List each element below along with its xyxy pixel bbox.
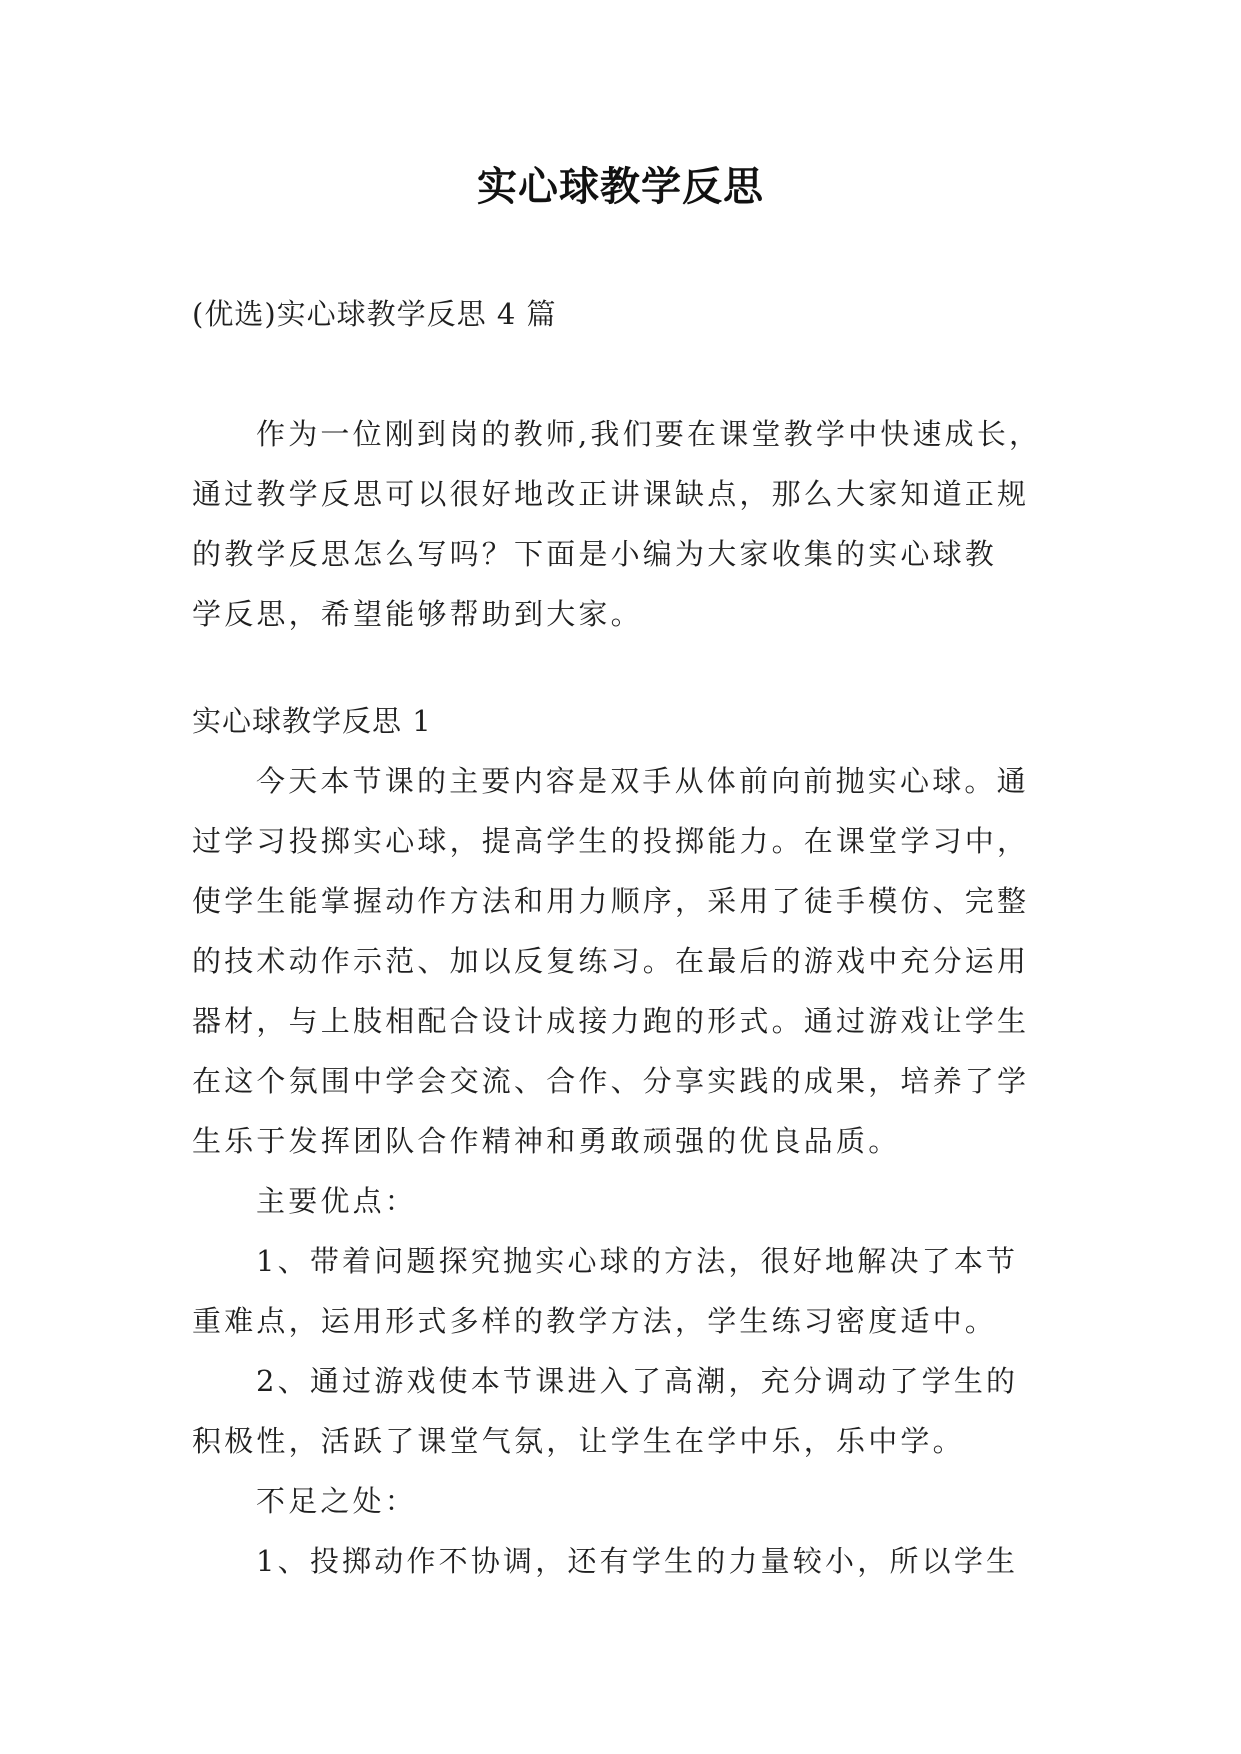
advantage-item-line: 2、通过游戏使本节课进入了高潮，充分调动了学生的 — [256, 1364, 1019, 1398]
intro-line: 通过教学反思可以很好地改正讲课缺点，那么大家知道正规 — [192, 477, 1030, 511]
body-line: 今天本节课的主要内容是双手从体前向前抛实心球。通 — [256, 764, 1029, 798]
intro-line: 作为一位刚到岗的教师,我们要在课堂教学中快速成长， — [256, 417, 1042, 451]
intro-paragraph — [192, 404, 1052, 644]
intro-line: 的教学反思怎么写吗？下面是小编为大家收集的实心球教 — [192, 537, 998, 571]
section-1 — [192, 691, 1052, 1591]
body-line: 生乐于发挥团队合作精神和勇敢顽强的优良品质。 — [192, 1124, 901, 1158]
shortcomings-heading: 不足之处： — [256, 1484, 418, 1518]
document-subtitle: (优选)实心球教学反思 4 篇 — [192, 297, 557, 331]
section-heading: 实心球教学反思 1 — [192, 704, 432, 738]
advantages-heading: 主要优点： — [256, 1184, 418, 1218]
body-line: 使学生能掌握动作方法和用力顺序，采用了徒手模仿、完整 — [192, 884, 1030, 918]
advantage-item-line: 1、带着问题探究抛实心球的方法，很好地解决了本节 — [256, 1244, 1019, 1278]
intro-line: 学反思，希望能够帮助到大家。 — [192, 597, 643, 631]
advantage-item-line: 积极性，活跃了课堂气氛，让学生在学中乐，乐中学。 — [192, 1424, 965, 1458]
body-line: 在这个氛围中学会交流、合作、分享实践的成果，培养了学 — [192, 1064, 1030, 1098]
body-line: 过学习投掷实心球，提高学生的投掷能力。在课堂学习中， — [192, 824, 1030, 858]
advantage-item-line: 重难点，运用形式多样的教学方法，学生练习密度适中。 — [192, 1304, 998, 1338]
body-line: 的技术动作示范、加以反复练习。在最后的游戏中充分运用 — [192, 944, 1030, 978]
body-line: 器材，与上肢相配合设计成接力跑的形式。通过游戏让学生 — [192, 1004, 1030, 1038]
shortcoming-item-line: 1、投掷动作不协调，还有学生的力量较小，所以学生 — [256, 1544, 1019, 1578]
document-title: 实心球教学反思 — [477, 163, 764, 210]
